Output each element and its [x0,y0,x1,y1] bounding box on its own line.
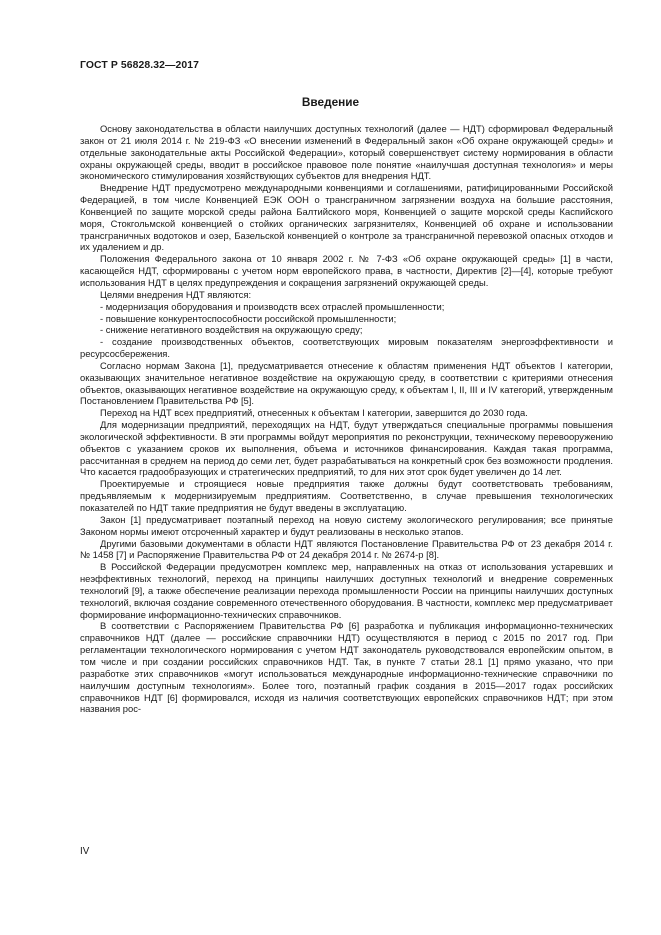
list-item: - создание производственных объектов, соответствующих мировым показателям энергоэффективности и ресурсосбережения. [80,336,613,360]
paragraph: В соответствии с Распоряжением Правительства РФ [6] разработка и публикация информационно-технических справочников НДТ (далее — российские справочники НДТ) осуществляются в период с 2015 по 2017 год. При регламентации технологического нормирования с учетом НДТ законодатель руководствовался европейским опытом, в том числе и при создании российских справочников НДТ. Так, в пункте 7 статьи 28.1 [1] прямо указано, что при разработке этих справочников «могут использоваться международные информационно-технические справочники по наилучшим доступным технологиям». Более того, поэтапный график создания в 2015—2017 годах российских справочников НДТ [6] формировался, исходя из наличия соответствующих европейских справочников НДТ; при этом названия рос- [80,620,613,715]
paragraph: Переход на НДТ всех предприятий, отнесенных к объектам I категории, завершится до 2030 года. [100,407,528,419]
paragraph: Согласно нормам Закона [1], предусматривается отнесение к областям применения НДТ объектов I категории, оказывающих значительное негативное воздействие на окружающую среду, в соответствии с критериями отнесения объектов, оказывающих негативное воздействие на окружающую среду, к объектам I, II, III и IV категорий, утвержденным Постановлением Правительства РФ [5]. [80,359,613,407]
paragraph: В Российской Федерации предусмотрен комплекс мер, направленных на отказ от использования устаревших и неэффективных технологий, переход на принципы наилучших доступных технологий и внедрение современных технологий [9], а также обеспечение реализации перехода промышленности России на принципы наилучших доступных технологий, включая создание современного отечественного оборудования. В частности, комплекс мер предусматривает формирование информационно-технических справочников. [80,561,613,620]
paragraph: Проектируемые и строящиеся новые предприятия также должны будут соответствовать требованиям, предъявляемым к модернизируемым предприятиям. Соответственно, в случае превышения технологических показателей по НДТ такие предприятия не будут введены в эксплуатацию. [80,478,613,513]
paragraph: Внедрение НДТ предусмотрено международными конвенциями и соглашениями, ратифицированными Российской Федерацией, в том числе Конвенцией ЕЭК ООН о трансграничном загрязнении воздуха на большие расстояния, Конвенцией по защите морской среды района Балтийского моря, Конвенцией о защите морской среды Каспийского моря, Стокгольмской конвенцией о стойких органических загрязнителях, Конвенцией об охране и использовании трансграничных водотоков и озер, Базельской конвенцией о контроле за трансграничной перевозкой опасных отходов и их удалением и др. [80,182,613,253]
list-item: - модернизация оборудования и производств всех отраслей промышленности; [100,300,445,312]
paragraph: Положения Федерального закона от 10 января 2002 г. № 7-ФЗ «Об охране окружающей среды» [1] в части, касающейся НДТ, сформированы с учетом норм европейского права, в частности, Директив [2]—[4], которые требуют использования НДТ в целях предупреждения и сокращения загрязнений окружающей среды. [80,253,613,288]
paragraph: Другими базовыми документами в области НДТ являются Постановление Правительства РФ от 23 декабря 2014 г. № 1458 [7] и Распоряжение Правительства РФ от 24 декабря 2014 г. № 2674-р [8]. [80,537,613,561]
section-title: Введение [301,95,360,109]
document-header: ГОСТ Р 56828.32—2017 [80,60,199,71]
paragraph: Целями внедрения НДТ являются: [100,288,252,300]
document-body [80,123,613,715]
page-number: IV [80,846,90,857]
paragraph: Основу законодательства в области наилучших доступных технологий (далее — НДТ) сформировал Федеральный закон от 21 июля 2014 г. № 219-ФЗ «О внесении изменений в Федеральный закон «Об охране окружающей среды» и отдельные законодательные акты Российской Федерации», который совершенствует систему нормирования в области охраны окружающей среды, вводит в российское правовое поле понятие «наилучшая доступная технология» и меры экономического стимулирования хозяйствующих субъектов для внедрения НДТ. [80,123,613,182]
list-item: - повышение конкурентоспособности российской промышленности; [100,312,397,324]
paragraph: Закон [1] предусматривает поэтапный переход на новую систему экологического регулирования; все принятые Законом нормы имеют отсроченный характер и будут реализованы в несколько этапов. [80,513,613,537]
list-item: - снижение негативного воздействия на окружающую среду; [100,324,363,336]
paragraph: Для модернизации предприятий, переходящих на НДТ, будут утверждаться специальные программы повышения экологической эффективности. В эти программы войдут мероприятия по реконструкции, техническому перевооружению объектов с указанием сроков их выполнения, объема и источников финансирования. Каждая такая программа, рассчитанная в среднем на период до семи лет, будет разрабатываться на конкретный срок без возможности продления. Что касается градообразующих и стратегических предприятий, то для них этот срок будет увеличен до 14 лет. [80,419,613,478]
